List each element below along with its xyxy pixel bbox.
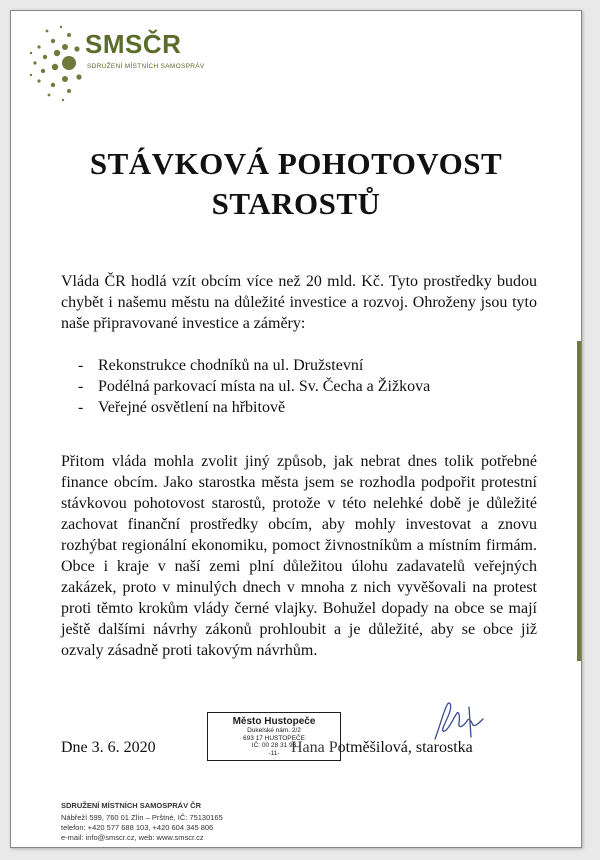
list-item-text: Podélná parkovací místa na ul. Sv. Čecha a Žižkova bbox=[98, 378, 431, 395]
stamp-address: Dukelské nám. 2/2 bbox=[247, 727, 301, 734]
official-stamp bbox=[207, 712, 341, 761]
signature-icon bbox=[429, 699, 499, 744]
logo bbox=[27, 23, 227, 108]
stamp-title: Město Hustopeče bbox=[232, 716, 316, 727]
signer-name: Hana Potměšilová, starostka bbox=[291, 739, 473, 756]
title-line-1: STÁVKOVÁ POHOTOVOST bbox=[89, 146, 503, 181]
document-date: Dne 3. 6. 2020 bbox=[61, 739, 156, 756]
list-item-text: Veřejné osvětlení na hřbitově bbox=[98, 399, 286, 416]
footer bbox=[61, 801, 223, 843]
stamp-number: -11- bbox=[268, 749, 280, 757]
footer-address: Nábřeží 599, 760 01 Zlín – Prštné, IČ: 75130165 bbox=[61, 813, 223, 822]
scan-edge-mark bbox=[577, 341, 581, 661]
footer-contact: e-mail: info@smscr.cz, web: www.smscr.cz bbox=[61, 833, 204, 842]
list-item: - Rekonstrukce chodníků na ul. Družstevní bbox=[78, 357, 364, 374]
paragraph-intro: Vláda ČR hodlá vzít obcím více než 20 mld. Kč. Tyto prostředky budou chybět i našemu městu na důležité investice a rozvoj. Ohroženy jsou tyto naše připravované investice a záměry: bbox=[61, 273, 537, 332]
stamp-city: 693 17 HUSTOPEČE bbox=[242, 734, 306, 742]
dotted-swirl-logo-icon bbox=[27, 23, 87, 103]
list-item: - Veřejné osvětlení na hřbitově bbox=[78, 399, 286, 416]
title-line-2: STAROSTŮ bbox=[211, 186, 381, 221]
paragraph-main: Přitom vláda mohla zvolit jiný způsob, jak nebrat dnes tolik potřebné finance obcím. Jako starostka města jsem se rozhodla podpořit protestní stávkovou pohotovost starostů, protože v této nelehké době je důležité zachovat finanční prostředky obcím, aby mohly investovat a znovu rozhýbat regionální ekonomiku, pomoct živnostníkům a místním firmám. Obce i kraje v naší zemi plní důležitou úlohu zadavatelů veřejných zakázek, proto v minulých dnech v mnoha z nich vyvěšovali na protest proti těmto krokům vlády černé vlajky. Bohužel dopady na obce se mají ještě dalšími návrhy zákonů prohloubit a je důležité, aby se obce již ozvaly zásadně proti takovým návrhům. bbox=[61, 453, 537, 659]
stamp-id: IČ: 00 28 31 93 bbox=[251, 742, 297, 749]
footer-organization: SDRUŽENÍ MÍSTNÍCH SAMOSPRÁV ČR bbox=[61, 801, 202, 810]
logo-subtitle: SDRUŽENÍ MÍSTNÍCH SAMOSPRÁV bbox=[87, 63, 205, 70]
document-page bbox=[10, 10, 582, 848]
investment-list bbox=[61, 355, 531, 418]
document-title bbox=[11, 144, 581, 224]
list-item: - Podélná parkovací místa na ul. Sv. Čecha a Žižkova bbox=[78, 378, 431, 395]
footer-phone: telefon: +420 577 688 103, +420 604 345 806 bbox=[61, 823, 214, 832]
logo-name: SMSČR bbox=[85, 29, 182, 59]
list-item-text: Rekonstrukce chodníků na ul. Družstevní bbox=[98, 357, 364, 374]
